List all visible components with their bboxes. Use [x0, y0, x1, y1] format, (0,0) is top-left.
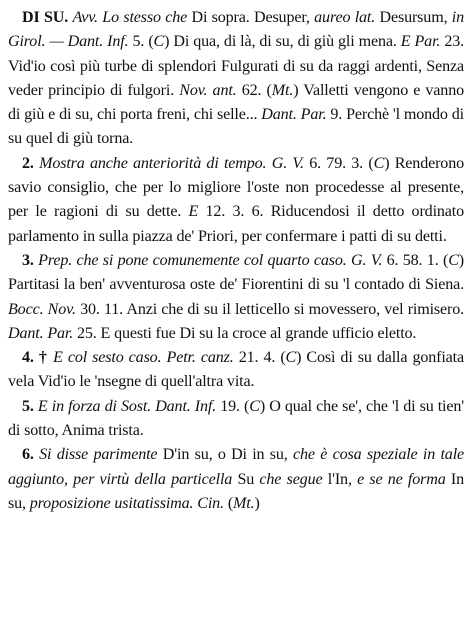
entry-text-segment: 5. ( [132, 33, 154, 51]
entry-text-segment: 23. Vid'io così più turbe di splendori Fulgurati di su da raggi ardenti, Senza veder principio di fulgori. [8, 33, 464, 99]
entry-text-segment: Mt. [271, 81, 294, 99]
entry-text-segment: Si disse parimente [39, 446, 163, 464]
entry-headword [8, 6, 464, 152]
entry-text-segment: ) Valletti vengono e vanno di giù e di su, chi porta freni, chi selle... [8, 81, 464, 124]
entry-text-segment: ) Partitasi la ben' avventurosa oste de' Fiorentini di su 'l contado di Siena. [8, 251, 464, 294]
entry-text-segment: 30. 11. Anzi che di su il letticello si movessero, vel rimisero. [80, 300, 464, 318]
entry-text-segment: 5. [22, 397, 38, 415]
entry-text-segment: E [188, 203, 206, 221]
entry-text-segment: Mt. [233, 494, 255, 512]
entry-text-segment: Prep. che si pone comunemente col quarto caso. G. V. [38, 251, 387, 269]
entry-text-segment: C [373, 154, 385, 172]
entry-text-segment: proposizione usitatissima. Cin. [29, 494, 228, 512]
entry-text-segment: l'In, [327, 470, 358, 488]
entry-text-segment: 6. 79. 3. ( [309, 154, 374, 172]
entry-text-segment: Avv. Lo stesso che [72, 9, 192, 26]
entry-text-segment: C [249, 397, 260, 415]
entry-text-segment: D'in su, o Di in su, [162, 446, 294, 464]
entry-text-segment: Bocc. Nov. [8, 300, 81, 318]
entry-text-segment: E Par. [400, 33, 445, 51]
entry-text-segment: 2. [22, 154, 40, 172]
entry-text-segment: C [448, 251, 459, 269]
entry-text-segment: 6. 58. 1. ( [386, 251, 449, 269]
entry-text-segment: ( [227, 494, 234, 512]
entry-text-segment: 9. Perchè 'l mondo di su quel di giù torna. [8, 106, 464, 148]
entry-text-segment: Mostra anche anteriorità di tempo. G. V. [39, 154, 310, 172]
entry-text-segment: In su, [8, 470, 464, 512]
entry-text-segment: ) Renderono savio consiglio, che per lo migliore l'oste non procedesse al presente, per le ragioni di su dette. [8, 154, 464, 221]
entry-text-segment: ) [254, 494, 260, 512]
entry-text-segment: ) O qual che se', che 'l di su tien' di sotto, Anima trista. [8, 397, 465, 440]
entry-text-segment: e se ne forma [357, 470, 451, 488]
entry-text-segment: ) Così di su dalla gonfiata vela Vid'io le 'nsegne di quell'altra vita. [8, 349, 464, 391]
entry-text-segment: Dant. Par. [8, 324, 77, 342]
entry-text-segment: Desursum, [379, 9, 452, 26]
entry-text-segment: 21. 4. ( [238, 349, 286, 367]
entry-sense-3 [8, 249, 464, 346]
entry-sense-5 [8, 395, 464, 444]
entry-text-segment: DI SU. [22, 9, 73, 26]
entry-text-segment: Di sopra. Desuper, [191, 9, 315, 26]
entry-text-segment: Dant. Par. [261, 106, 331, 124]
entry-text-segment: C [153, 33, 165, 51]
entry-text-segment: C [285, 349, 297, 367]
entry-text-segment: in Girol. — Dant. Inf. [8, 9, 465, 51]
entry-text-segment: 3. [22, 251, 39, 269]
entry-sense-6 [8, 443, 464, 516]
entry-sense-4 [8, 346, 464, 395]
entry-text-segment: 25. E questi fue Di su la croce al grande ufficio eletto. [77, 324, 417, 342]
entry-text-segment: 19. ( [220, 397, 250, 415]
entry-text-segment: che segue [259, 470, 328, 488]
entry-text-segment: ) Di qua, di là, di su, di giù gli mena. [164, 33, 401, 51]
entry-text-segment: Nov. ant. [179, 81, 242, 99]
entry-text-segment: 4. † [22, 349, 54, 367]
entry-text-segment: aureo lat. [314, 9, 380, 26]
entry-text-segment: che è cosa speziale in tale aggiunto, per virtù della particella [8, 446, 465, 488]
entry-sense-2 [8, 152, 464, 249]
entry-text-segment: Su [237, 470, 260, 488]
entry-text-segment: 6. [22, 446, 40, 464]
entry-text-segment: 12. 3. 6. Riducendosi il detto ordinato parlamento in sulla piazza de' Priori, per confermare i patti di su detti. [8, 203, 464, 245]
entry-text-segment: 62. ( [241, 81, 272, 99]
entry-text-segment: E col sesto caso. Petr. canz. [53, 349, 239, 367]
entry-text-segment: E in forza di Sost. Dant. Inf. [37, 397, 221, 415]
